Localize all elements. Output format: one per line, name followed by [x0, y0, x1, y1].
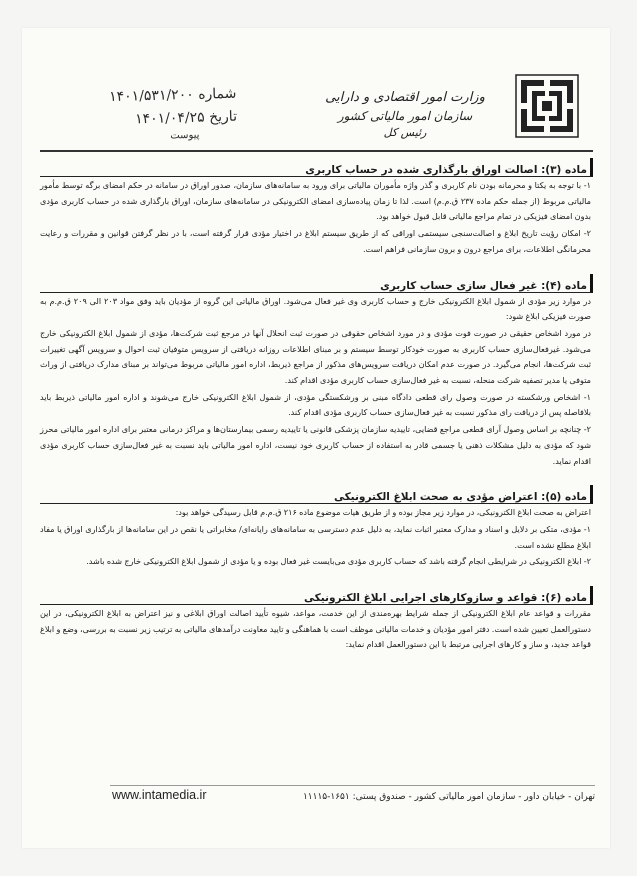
section-3-paragraph-2: ۲- امکان رؤیت تاریخ ابلاغ و اصالت‌سنجی سیستمی اوراقی که از طریق سیستم ابلاغ در اختیار مؤدی قرار گرفته است، با در نظر گرفتن قوانین و مقررات و رعایت محرمانگی اطلاعات، برای مراجع درون و برون سازمانی فراهم است.	[40, 228, 591, 254]
section-4-paragraph-1: در موارد زیر مؤدی از شمول ابلاغ الکترونیکی خارج و حساب کاربری وی غیر فعال می‌شود. اوراق مالیاتی این گروه از مؤدیان باید وفق مواد ۲۰۳ الی ۲۰۹ ق.م.م به صورت فیزیکی ابلاغ شود:	[40, 295, 591, 322]
section-3-title: ماده (۳): اصالت اوراق بارگذاری شده در حساب کاربری	[305, 164, 587, 176]
section-6-paragraph-1: مقررات و قواعد عام ابلاغ الکترونیکی از جمله شرایط بهره‌مندی از این خدمت، مواعد، شیوه تأیید اصالت اوراق ابلاغی و نیز اعتراض به ابلاغ الکترونیکی، در این دستورالعمل تعیین شده است. دفتر امور مؤدیان و خدمات مالیاتی موظف است با هماهنگی و تایید معاونت درآمدهای مالیاتی به ترتیب زیر نسبت به بررسی، وضع و ابلاغ قواعد جدید، و ساز و کارهای اجرایی مرتبط با این دستورالعمل اقدام نماید:	[40, 608, 591, 650]
footer-address: تهران - خیابان داور - سازمان امور مالیاتی کشور - صندوق پستی: ۱۶۵۱-۱۱۱۱۵	[302, 792, 595, 802]
document-body	[40, 152, 593, 653]
section-5-paragraph-1: اعتراض به صحت ابلاغ الکترونیکی، در موارد زیر مجاز بوده و از طریق هیات موضوع ماده ۲۱۶ ق.م.م قابل رسیدگی خواهد بود:	[175, 507, 591, 518]
organization-name: سازمان امور مالیاتی کشور	[337, 109, 473, 123]
letter-stamp	[61, 84, 238, 153]
section-5-title: ماده (۵): اعتراض مؤدی به صحت ابلاغ الکترونیکی	[333, 491, 587, 504]
section-4-paragraph-4: ۲- چنانچه بر اساس وصول آرای قطعی مراجع قضایی، تاییدیه سازمان پزشکی قانونی یا تاییدیه رسمی بیمارستان‌ها و مراکز درمانی معتبر برای اداره امور مالیاتی محرز شود که مؤدی به دلیل مشکلات ذهنی یا جسمی قادر به استفاده از حساب کاربری خود نیست، اداره امور مالیاتی باید نسبت به غیر فعال‌سازی حساب کاربری مؤدی اقدام نماید.	[40, 424, 591, 466]
section-5-paragraph-3: ۲- ابلاغ الکترونیکی در شرایطی انجام گرفته باشد که حساب کاربری مؤدی می‌بایست غیر فعال بوده و یا مؤدی از شمول ابلاغ الکترونیکی خارج شده باشد.	[86, 556, 591, 567]
section-4-heading	[40, 274, 593, 293]
letterhead-title	[300, 90, 510, 154]
footer-divider	[110, 785, 595, 786]
letter-attachment: پیوست	[170, 129, 200, 142]
section-4-paragraph-2: در مورد اشخاص حقیقی در صورت فوت مؤدی و در مورد اشخاص حقوقی در صورت ثبت انحلال آنها در مرجع ثبت شرکت‌ها، مؤدی از شمول ابلاغ الکترونیکی خارج می‌شود. غیرفعال‌سازی حساب کاربری به صورت خودکار توسط سیستم و بر مبنای اطلاعات روزانه دریافتی از سرویس متوفیان ثبت احوال و سرویس آگهی تغییرات ثبت شرکت‌ها، انجام می‌گیرد. در صورت عدم امکان دریافت سرویس‌های مذکور از مراجع ذیربط، اداره امور مالیاتی مربوط می‌تواند بر مبنای مدارک دریافتی از وراث متوفی یا مدیر تصفیه شرکت منحله، نسبت به غیر فعال‌سازی حساب کاربری مؤدی اقدام کند.	[40, 327, 591, 386]
section-6-title: ماده (۶): قواعد و سازوکارهای اجرایی ابلاغ الکترونیکی	[304, 592, 587, 605]
ministry-name: وزارت امور اقتصادی و دارایی	[325, 90, 485, 105]
letter-date: تاریخ ۱۴۰۱/۰۴/۲۵	[134, 108, 238, 128]
tax-organization-logo-icon	[515, 74, 579, 138]
letter-number: شماره ۱۴۰۱/۵۳۱/۲۰۰	[108, 85, 237, 106]
section-3-paragraph-1: ۱- با توجه به یکتا و محرمانه بودن نام کاربری و گذر واژه مأموران مالیاتی برای ورود به سامانه‌های سازمان، صدور اوراق در سامانه در حکم امضای برگه توسط مأمور مالیاتی مربوط (از جمله حکم ماده ۲۳۷ ق.م.م) است. لذا تا زمان پیاده‌سازی امضای الکترونیکی در سامانه‌های سازمان، اوراق بارگذاری شده در حساب کاربری مؤدی بدون امضای فیزیکی در تمام مراجع مالیاتی قابل قبول خواهد بود.	[40, 180, 591, 222]
office-name: رئیس کل	[383, 126, 427, 139]
section-4-paragraph-3: ۱- اشخاص ورشکسته در صورت وصول رای قطعی دادگاه مبنی بر ورشکستگی مؤدی، از شمول ابلاغ الکترونیکی خارج می‌شوند و اداره امور مالیاتی ذیربط باید بلافاصله پس از دریافت رای مذکور نسبت به غیر فعال‌سازی حساب کاربری مؤدی اقدام کند.	[40, 391, 591, 418]
section-4-title: ماده (۴): غیر فعال سازی حساب کاربری	[380, 279, 587, 292]
section-5-heading	[40, 485, 593, 504]
section-3-heading	[40, 158, 593, 177]
section-6-heading	[40, 586, 593, 605]
footer-website: www.intamedia.ir	[112, 788, 207, 802]
section-5-paragraph-2: ۱- مؤدی، متکی بر دلایل و اسناد و مدارک معتبر اثبات نماید، به دلیل عدم دسترسی به سامانه‌های رایانه‌ای/ مخابراتی یا نقص در این سامانه‌ها از بارگذاری اوراق یا مفاد ابلاغ مطلع نشده است.	[40, 523, 591, 550]
